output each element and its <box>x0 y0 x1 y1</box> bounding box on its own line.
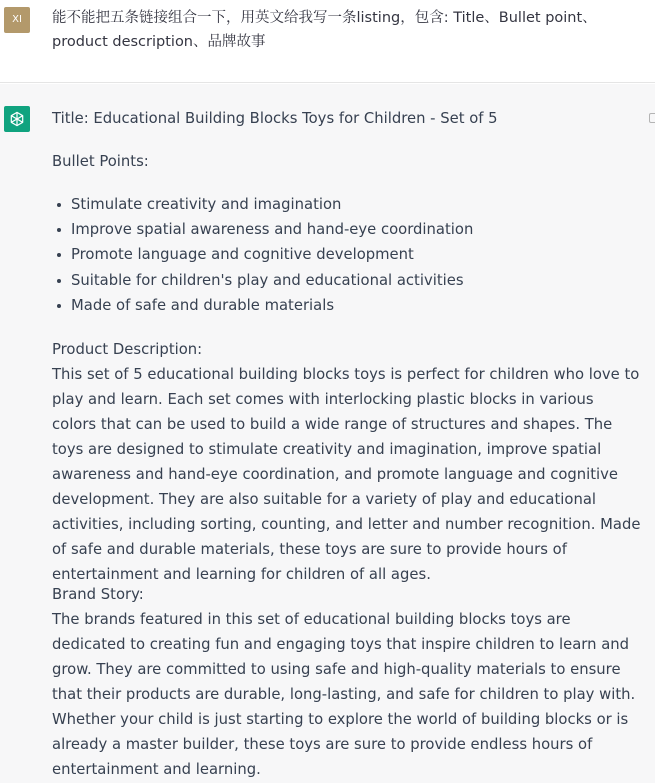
openai-logo-icon <box>8 110 26 128</box>
list-item: Made of safe and durable materials <box>52 293 473 318</box>
product-description: This set of 5 educational building blocks toys is perfect for children who love to play and learn. Each set comes with interlocking plastic blocks in various colors that can be used to build a wide range of structures and shapes. The toys are designed to stimulate creativity and imagination, improve spatial awareness and hand-eye coordination, and promote language and cognitive development. They are also suitable for a variety of play and educational activities, including sorting, counting, and letter and number recognition. Made of safe and durable materials, these toys are sure to provide hours of entertainment and learning for children of all ages. <box>52 366 641 583</box>
user-message-text: 能不能把五条链接组合一下，用英文给我写一条listing，包含: Title、Bullet point、product description、品牌故事 <box>52 10 597 50</box>
user-message-row <box>0 0 655 83</box>
bullet-list <box>52 192 473 318</box>
listing-title: Title: Educational Building Blocks Toys for Children - Set of 5 <box>52 110 498 127</box>
brand-story-heading: Brand Story: <box>52 586 144 603</box>
brand-story: The brands featured in this set of educational building blocks toys are dedicated to creating fun and engaging toys that inspire children to learn and grow. They are committed to using safe and high-quality materials to ensure that their products are durable, long-lasting, and safe for children to play with. Whether your child is just starting to explore the world of building blocks or is already a master builder, these toys are sure to provide endless hours of entertainment and learning. <box>52 611 636 778</box>
description-heading: Product Description: <box>52 341 203 358</box>
bullets-heading: Bullet Points: <box>52 153 149 170</box>
assistant-message-row <box>0 84 655 783</box>
assistant-avatar <box>4 106 30 132</box>
list-item: Promote language and cognitive development <box>52 242 473 267</box>
list-item: Improve spatial awareness and hand-eye coordination <box>52 217 473 242</box>
list-item: Stimulate creativity and imagination <box>52 192 473 217</box>
user-avatar: XI <box>4 7 30 33</box>
list-item: Suitable for children's play and educational activities <box>52 268 473 293</box>
copy-icon[interactable] <box>649 113 655 123</box>
